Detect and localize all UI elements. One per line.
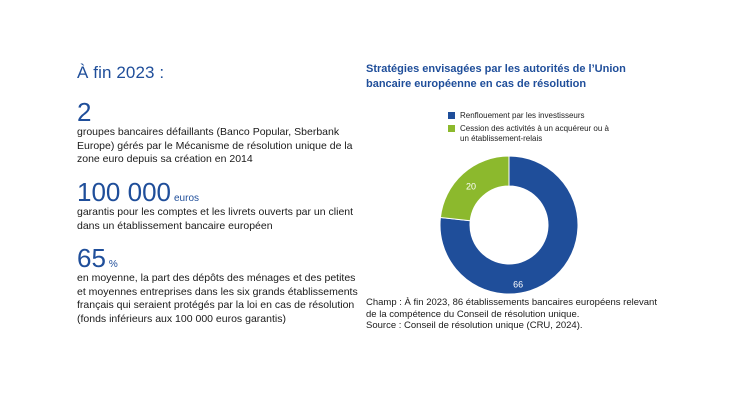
stat-description: groupes bancaires défaillants (Banco Popular, Sberbank Europe) gérés par le Mécanisme de résolution unique de la zone euro depuis sa création en 2014 bbox=[77, 126, 353, 165]
left-heading: À fin 2023 : bbox=[77, 63, 165, 82]
donut-chart bbox=[430, 155, 590, 295]
legend-swatch bbox=[448, 112, 455, 119]
stat-block bbox=[77, 244, 362, 326]
stat-unit: euros bbox=[173, 193, 199, 204]
legend-label: Cession des activités à un acquéreur ou à un établissement-relais bbox=[460, 124, 609, 143]
legend-item bbox=[448, 124, 610, 144]
stat-block bbox=[77, 98, 362, 167]
stat-unit: % bbox=[108, 259, 118, 270]
legend-item bbox=[448, 111, 610, 121]
stat-description: garantis pour les comptes et les livrets ouverts par un client dans un établissement bancaire européen bbox=[77, 206, 354, 232]
legend-label: Renflouement par les investisseurs bbox=[460, 111, 585, 120]
chart-source: Source : Conseil de résolution unique (CRU, 2024). bbox=[366, 320, 583, 331]
stat-value: 65 bbox=[77, 243, 106, 273]
stat-value: 2 bbox=[77, 97, 92, 127]
chart-note bbox=[366, 297, 666, 332]
donut-data-label: 20 bbox=[465, 181, 477, 192]
stat-value: 100 000 bbox=[77, 177, 171, 207]
stat-description: en moyenne, la part des dépôts des ménages et des petites et moyennes entreprises dans les six grands établissements français qui seraient protégés par la loi en cas de résolution (fonds inférieurs aux 100 000 euros garantis) bbox=[77, 272, 358, 325]
chart-legend bbox=[448, 111, 610, 147]
donut-data-label: 66 bbox=[513, 279, 524, 290]
stat-block bbox=[77, 178, 362, 233]
chart-scope-note: Champ : À fin 2023, 86 établissements bancaires européens relevant de la compétence du Conseil de résolution unique. bbox=[366, 297, 657, 320]
legend-swatch bbox=[448, 125, 455, 132]
chart-title: Stratégies envisagées par les autorités de l’Union bancaire européenne en cas de résolution bbox=[366, 63, 626, 90]
